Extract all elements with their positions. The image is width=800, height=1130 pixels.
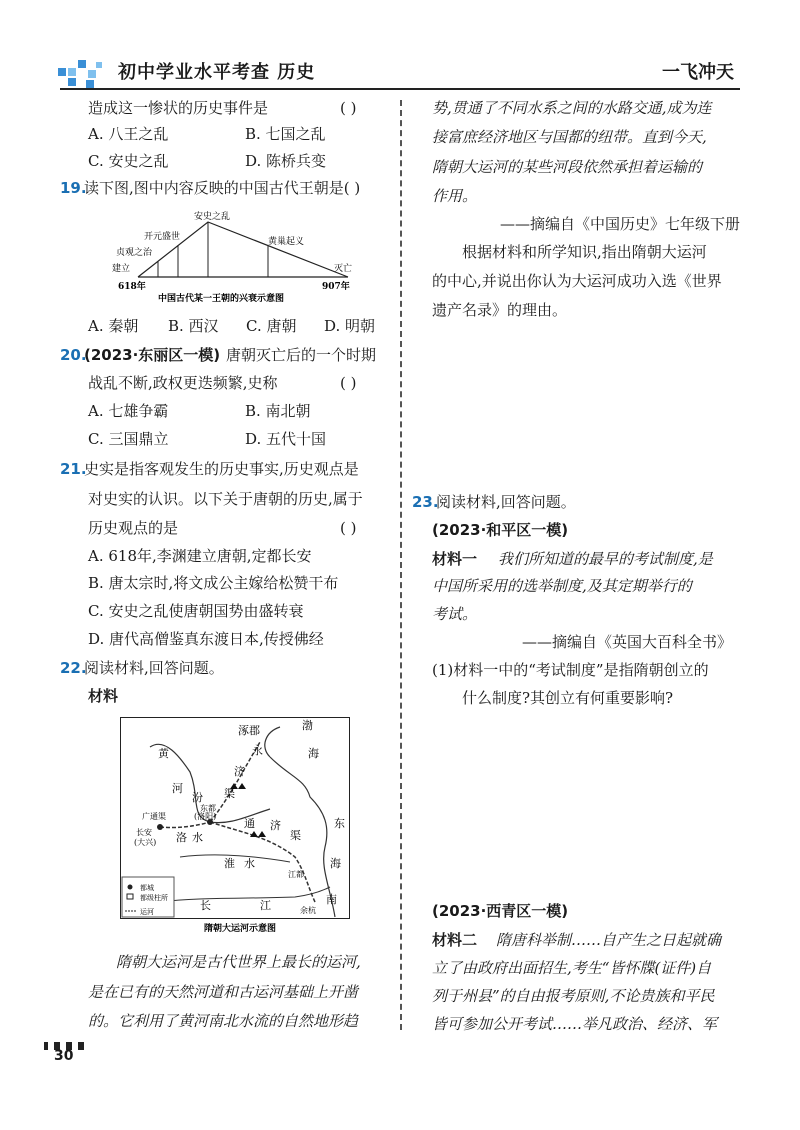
diagram-label-r1: 黄巢起义 (268, 237, 305, 247)
map-label: 淮 (224, 857, 235, 870)
dynasty-rise-fall-diagram (108, 208, 378, 304)
q21-stem2: 对史实的认识。以下关于唐朝的历史,属于 (88, 490, 363, 508)
q19-option-d: D. 明朝 (324, 317, 376, 335)
map-label: 海 (308, 747, 319, 760)
q21-stem3: 历史观点的是 (88, 519, 179, 537)
grand-canal-map (120, 717, 350, 937)
diagram-start: 建立 (112, 264, 131, 274)
q23-material2-line1: 隋唐科举制……自产生之日起就确 (496, 931, 722, 949)
q20-stem2: 战乱不断,政权更迭频繁,史称 (88, 374, 278, 392)
header-logo: 一飞冲天 (662, 62, 734, 83)
q18-option-c: C. 安史之乱 (88, 152, 169, 170)
q18-stem: 造成这一惨状的历史事件是 (88, 99, 269, 117)
q22-stem: 阅读材料,回答问题。 (84, 659, 224, 677)
q20-option-d: D. 五代十国 (245, 430, 327, 448)
q19-option-a: A. 秦朝 (88, 317, 139, 335)
map-label: 洛 (176, 831, 187, 844)
q23-sub1-line1: (1)材料一中的“考试制度”是指隋朝创立的 (432, 661, 709, 679)
map-label: 通 (244, 817, 255, 830)
q23-citation1: ——摘编自《英国大百科全书》 (522, 633, 733, 651)
map-label: 东 (334, 817, 345, 830)
q22-material-label: 材料 (88, 687, 119, 705)
q23-sub1-line2: 什么制度?其创立有何重要影响? (462, 689, 674, 707)
map-label-zhuojun: 涿郡 (238, 724, 260, 737)
q18-option-b: B. 七国之乱 (245, 125, 326, 143)
diagram-end: 灭亡 (334, 264, 353, 274)
q18-option-a: A. 八王之乱 (88, 125, 169, 143)
map-label-dongdu: 东都 (200, 804, 216, 813)
q23-material2-label: 材料二 (432, 931, 478, 949)
q23-material1-label: 材料一 (432, 550, 478, 568)
q22-question3: 遗产名录》的理由。 (432, 301, 568, 319)
map-label: 江 (260, 899, 271, 912)
q23-number: 23. (412, 493, 439, 511)
map-label-luoyang: (洛阳) (194, 812, 217, 821)
map-label: 济 (270, 819, 281, 832)
q21-option-b: B. 唐太宗时,将文成公主嫁给松赞干布 (88, 574, 339, 592)
map-label: 渠 (224, 787, 235, 800)
q20-source: (2023·东丽区一模) (84, 346, 221, 364)
q19-number: 19. (60, 179, 87, 197)
q23-material2-line2: 立了由政府出面招生,考生“皆怀牒(证件)自 (432, 959, 712, 977)
map-label: 长 (200, 899, 211, 912)
page-number: 30 (54, 1048, 74, 1064)
q22-para-line1: 隋朝大运河是古代世界上最长的运河, (116, 953, 361, 971)
header-decoration (58, 58, 104, 88)
q21-option-c: C. 安史之乱使唐朝国势由盛转衰 (88, 602, 304, 620)
q21-option-a: A. 618年,李渊建立唐朝,定都长安 (88, 547, 312, 565)
q23-material1-line2: 中国所采用的选举制度,及其定期举行的 (432, 577, 692, 595)
diagram-caption: 中国古代某一王朝的兴衰示意图 (158, 294, 285, 304)
map-legend-canal: 运河 (140, 908, 154, 916)
header-title: 初中学业水平考查 历史 (118, 62, 316, 83)
q18-option-d: D. 陈桥兵变 (245, 152, 327, 170)
map-label: 渤 (302, 719, 313, 732)
q23-material2-line4: 皆可参加公开考试……举凡政治、经济、军 (432, 1015, 718, 1033)
q23-material1-line3: 考试。 (432, 605, 478, 623)
diagram-label-l2: 贞观之治 (116, 248, 153, 258)
q22-citation: ——摘编自《中国历史》七年级下册 (500, 215, 741, 233)
q19-option-c: C. 唐朝 (246, 317, 297, 335)
diagram-year-start: 618年 (118, 282, 146, 292)
diagram-year-end: 907年 (322, 282, 350, 292)
q22-para-line3: 的。它利用了黄河南北水流的自然地形趋 (88, 1012, 359, 1030)
q22-question1: 根据材料和所学知识,指出隋朝大运河 (462, 243, 707, 261)
map-label: 永 (252, 744, 263, 757)
header-rule (60, 88, 740, 90)
q22-number: 22. (60, 659, 87, 677)
q23-material1-line1: 我们所知道的最早的考试制度,是 (498, 550, 713, 568)
q21-bracket: ( ) (340, 519, 357, 537)
q20-number: 20. (60, 346, 87, 364)
map-label: 水 (192, 831, 203, 844)
q23-stem: 阅读材料,回答问题。 (436, 493, 576, 511)
map-label: 水 (244, 857, 255, 870)
q22-right-line2: 接富庶经济地区与国都的纽带。直到今天, (432, 128, 707, 146)
q19-stem: 读下图,图中内容反映的中国古代王朝是( ) (84, 179, 361, 197)
q18-bracket: ( ) (340, 99, 357, 117)
diagram-peak: 安史之乱 (194, 212, 231, 222)
map-label-daxing: (大兴) (134, 838, 157, 847)
map-label-changan: 长安 (136, 828, 152, 837)
q22-para-line2: 是在已有的天然河道和古运河基础上开凿 (88, 983, 359, 1001)
map-label-guangtong: 广通渠 (142, 812, 166, 821)
q23-source2: (2023·西青区一模) (432, 902, 569, 920)
q22-right-line4: 作用。 (432, 187, 478, 205)
map-label: 河 (172, 782, 183, 795)
column-divider (400, 100, 402, 1030)
q19-option-b: B. 西汉 (168, 317, 219, 335)
q20-stem1: 唐朝灭亡后的一个时期 (226, 346, 377, 364)
map-label-jiangdu: 江都 (288, 870, 304, 879)
map-label: 海 (330, 857, 341, 870)
map-legend-capital: 都城 (140, 884, 154, 892)
q20-bracket: ( ) (340, 374, 357, 392)
map-label-yuhang: 余杭 (300, 906, 316, 915)
map-label: 汾 (192, 791, 203, 804)
q22-right-line3: 隋朝大运河的某些河段依然承担着运输的 (432, 158, 703, 176)
map-label: 渠 (290, 829, 301, 842)
q21-option-d: D. 唐代高僧鉴真东渡日本,传授佛经 (88, 630, 324, 648)
q20-option-c: C. 三国鼎立 (88, 430, 169, 448)
map-label: 黄 (158, 747, 169, 760)
map-label: 南 (326, 893, 337, 906)
q20-option-b: B. 南北朝 (245, 402, 311, 420)
q21-number: 21. (60, 460, 87, 478)
map-caption: 隋朝大运河示意图 (204, 924, 277, 934)
q21-stem1: 史实是指客观发生的历史事实,历史观点是 (84, 460, 359, 478)
map-label: 济 (234, 765, 245, 778)
q23-material2-line3: 列于州县”的自由报考原则,不论贵族和平民 (432, 987, 715, 1005)
q22-question2: 的中心,并说出你认为大运河成功入选《世界 (432, 272, 722, 290)
q20-option-a: A. 七雄争霸 (88, 402, 169, 420)
q23-source1: (2023·和平区一模) (432, 521, 569, 539)
diagram-label-l1: 开元盛世 (144, 232, 181, 242)
map-legend-granary: 都级柱所 (140, 894, 168, 902)
q22-right-line1: 势,贯通了不同水系之间的水路交通,成为连 (432, 99, 712, 117)
page-number-badge (40, 1038, 90, 1068)
